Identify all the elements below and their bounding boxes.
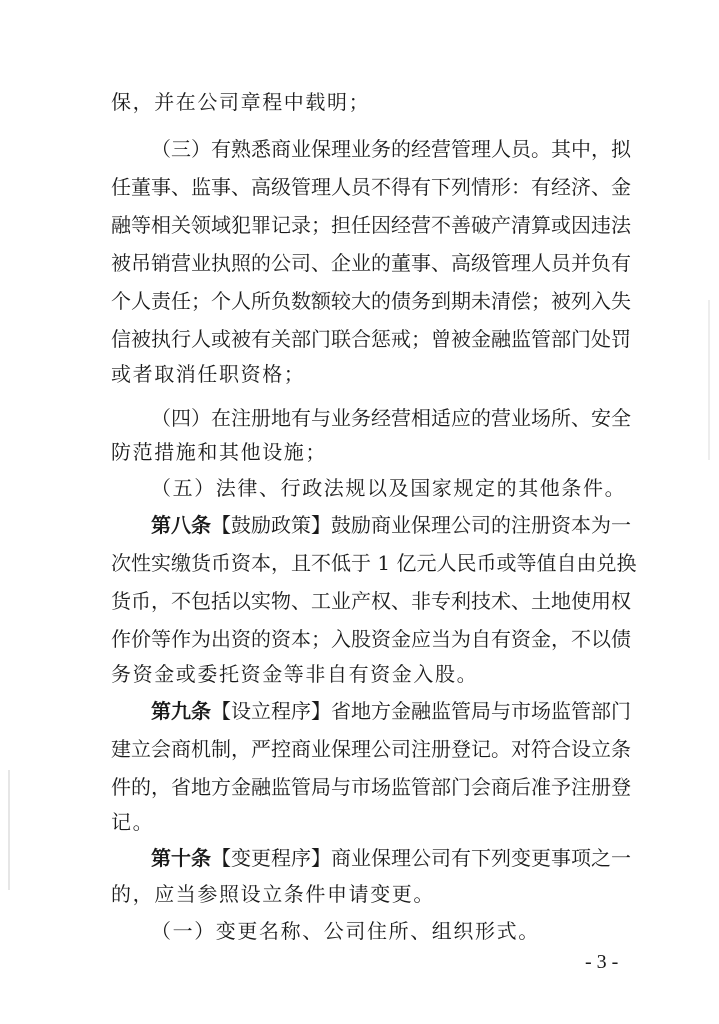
text-line-7: 信被执行人或被有关部门联合惩戒；曾被金融监管部门处罚 xyxy=(111,327,631,351)
text-line-4: 融等相关领域犯罪记录；担任因经营不善破产清算或因违法 xyxy=(111,213,631,237)
scan-artifact xyxy=(708,300,710,460)
article-9-first-line xyxy=(151,695,631,727)
text-line-13: 次性实缴货币资本，且不低于 1 亿元人民币或等值自由兑换 xyxy=(111,551,637,575)
article-10-text: 商业保理公司有下列变更事项之一 xyxy=(331,846,631,870)
text-line-18: 建立会商机制，严控商业保理公司注册登记。对符合设立条 xyxy=(111,737,631,761)
article-9-text: 省地方金融监管局与市场监管部门 xyxy=(331,699,631,723)
article-10-tag: 【变更程序】 xyxy=(211,846,331,870)
article-8-text: 鼓励商业保理公司的注册资本为一 xyxy=(331,513,631,537)
article-8-first-line xyxy=(151,509,631,541)
text-line-11: （五）法律、行政法规以及国家规定的其他条件。 xyxy=(151,476,627,500)
text-line-8: 或者取消任职资格； xyxy=(111,362,306,386)
article-9-heading: 第九条 xyxy=(151,699,211,723)
text-line-16: 务资金或委托资金等非自有资金入股。 xyxy=(111,662,479,686)
text-line-10: 防范措施和其他设施； xyxy=(111,440,327,464)
text-line-5: 被吊销营业执照的公司、企业的董事、高级管理人员并负有 xyxy=(111,251,631,275)
text-line-3: 任董事、监事、高级管理人员不得有下列情形：有经济、金 xyxy=(111,175,631,199)
text-line-6: 个人责任；个人所负数额较大的债务到期未清偿；被列入失 xyxy=(111,289,631,313)
article-8-tag: 【鼓励政策】 xyxy=(211,513,331,537)
text-line-23: （一）变更名称、公司住所、组织形式。 xyxy=(151,919,540,943)
text-line-15: 作价等作为出资的资本；入股资金应当为自有资金，不以债 xyxy=(111,627,631,651)
text-line-22: 的，应当参照设立条件申请变更。 xyxy=(111,882,435,906)
article-10-first-line xyxy=(151,842,631,874)
text-line-1: 保，并在公司章程中载明； xyxy=(111,90,371,114)
article-8-heading: 第八条 xyxy=(151,513,211,537)
text-line-14: 货币，不包括以实物、工业产权、非专利技术、土地使用权 xyxy=(111,589,631,613)
text-line-19: 件的，省地方金融监管局与市场监管部门会商后准予注册登 xyxy=(111,775,631,799)
text-line-9: （四）在注册地有与业务经营相适应的营业场所、安全 xyxy=(151,406,631,430)
text-line-20: 记。 xyxy=(111,810,155,834)
article-9-tag: 【设立程序】 xyxy=(211,699,331,723)
article-10-heading: 第十条 xyxy=(151,846,211,870)
page-number: - 3 - xyxy=(585,951,619,973)
scan-artifact xyxy=(8,770,10,890)
text-line-2: （三）有熟悉商业保理业务的经营管理人员。其中，拟 xyxy=(151,137,631,161)
